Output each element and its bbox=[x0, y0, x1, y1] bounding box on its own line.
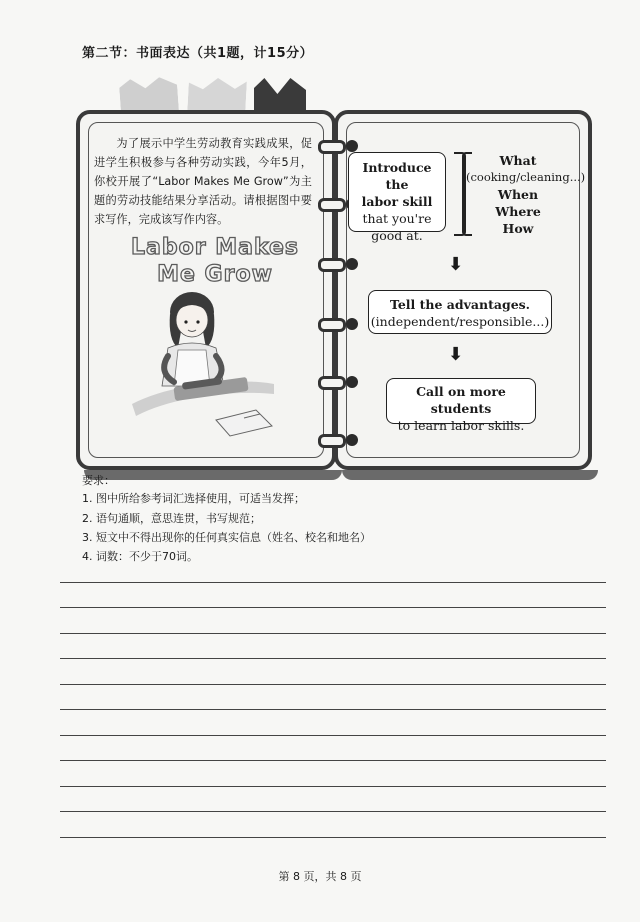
illustration-title-line: Labor Makes bbox=[130, 235, 300, 260]
answer-line[interactable] bbox=[60, 633, 606, 634]
answer-line[interactable] bbox=[60, 658, 606, 659]
ring bbox=[318, 258, 346, 272]
box-text: good at. bbox=[371, 228, 423, 243]
girl-cooking-illustration bbox=[124, 286, 314, 446]
answer-line[interactable] bbox=[60, 582, 606, 583]
detail-where: Where bbox=[495, 204, 541, 219]
advantages-box bbox=[368, 290, 552, 334]
page-number: 第 8 页，共 8 页 bbox=[278, 870, 362, 883]
box-text: that you're bbox=[362, 211, 432, 226]
answer-line[interactable] bbox=[60, 786, 606, 787]
detail-how: How bbox=[502, 221, 534, 236]
answer-line[interactable] bbox=[60, 760, 606, 761]
writing-prompt: 为了展示中学生劳动教育实践成果，促进学生积极参与各种劳动实践，今年5月，你校开展了“Labor Makes Me Grow”为主题的劳动技能结果分享活动。请根据图中要求写作，完成该写作内容。 bbox=[94, 137, 312, 226]
ring bbox=[318, 318, 346, 332]
detail-when: When bbox=[497, 187, 539, 202]
answer-line[interactable] bbox=[60, 684, 606, 685]
ring bbox=[318, 434, 346, 448]
box-text-bold: Tell the advantages. bbox=[389, 297, 531, 312]
ring bbox=[318, 376, 346, 390]
requirements-title: 要求： bbox=[82, 474, 115, 487]
ring-hole bbox=[346, 318, 358, 330]
ring-hole bbox=[346, 434, 358, 446]
ring bbox=[318, 140, 346, 154]
requirement-item: 1. 图中所给参考词汇选择使用，可适当发挥； bbox=[82, 492, 305, 505]
detail-list bbox=[466, 152, 586, 237]
arrow-down-icon: ⬇ bbox=[448, 254, 464, 275]
answer-line[interactable] bbox=[60, 709, 606, 710]
answer-line[interactable] bbox=[60, 811, 606, 812]
requirement-item: 4. 词数：不少于70词。 bbox=[82, 550, 198, 563]
call-on-students-box bbox=[386, 378, 536, 433]
requirement-item: 3. 短文中不得出现你的任何真实信息（姓名、校名和地名） bbox=[82, 531, 371, 544]
illustration-title-line: Me Grow bbox=[157, 262, 273, 287]
answer-line[interactable] bbox=[60, 607, 606, 608]
section-title: 第二节：书面表达（共1题，计15分） bbox=[82, 46, 314, 61]
ring-hole bbox=[346, 258, 358, 270]
box-text-bold: Introduce the bbox=[362, 160, 432, 192]
ring bbox=[318, 198, 346, 212]
ring-hole bbox=[346, 376, 358, 388]
arrow-down-icon: ⬇ bbox=[448, 344, 464, 365]
box-text-bold: Call on more students bbox=[416, 384, 506, 416]
illustration-title bbox=[120, 234, 310, 288]
box-text-bold: labor skill bbox=[361, 194, 433, 209]
answer-line[interactable] bbox=[60, 837, 606, 838]
detail-what-examples: (cooking/cleaning...) bbox=[466, 170, 586, 184]
ring-hole bbox=[346, 140, 358, 152]
introduce-skill-box bbox=[348, 152, 446, 243]
detail-what: What bbox=[499, 153, 537, 168]
requirement-item: 2. 语句通顺，意思连贯，书写规范； bbox=[82, 512, 261, 525]
answer-line[interactable] bbox=[60, 735, 606, 736]
box-text: (independent/responsible...) bbox=[370, 314, 550, 329]
box-text: to learn labor skills. bbox=[397, 418, 525, 433]
